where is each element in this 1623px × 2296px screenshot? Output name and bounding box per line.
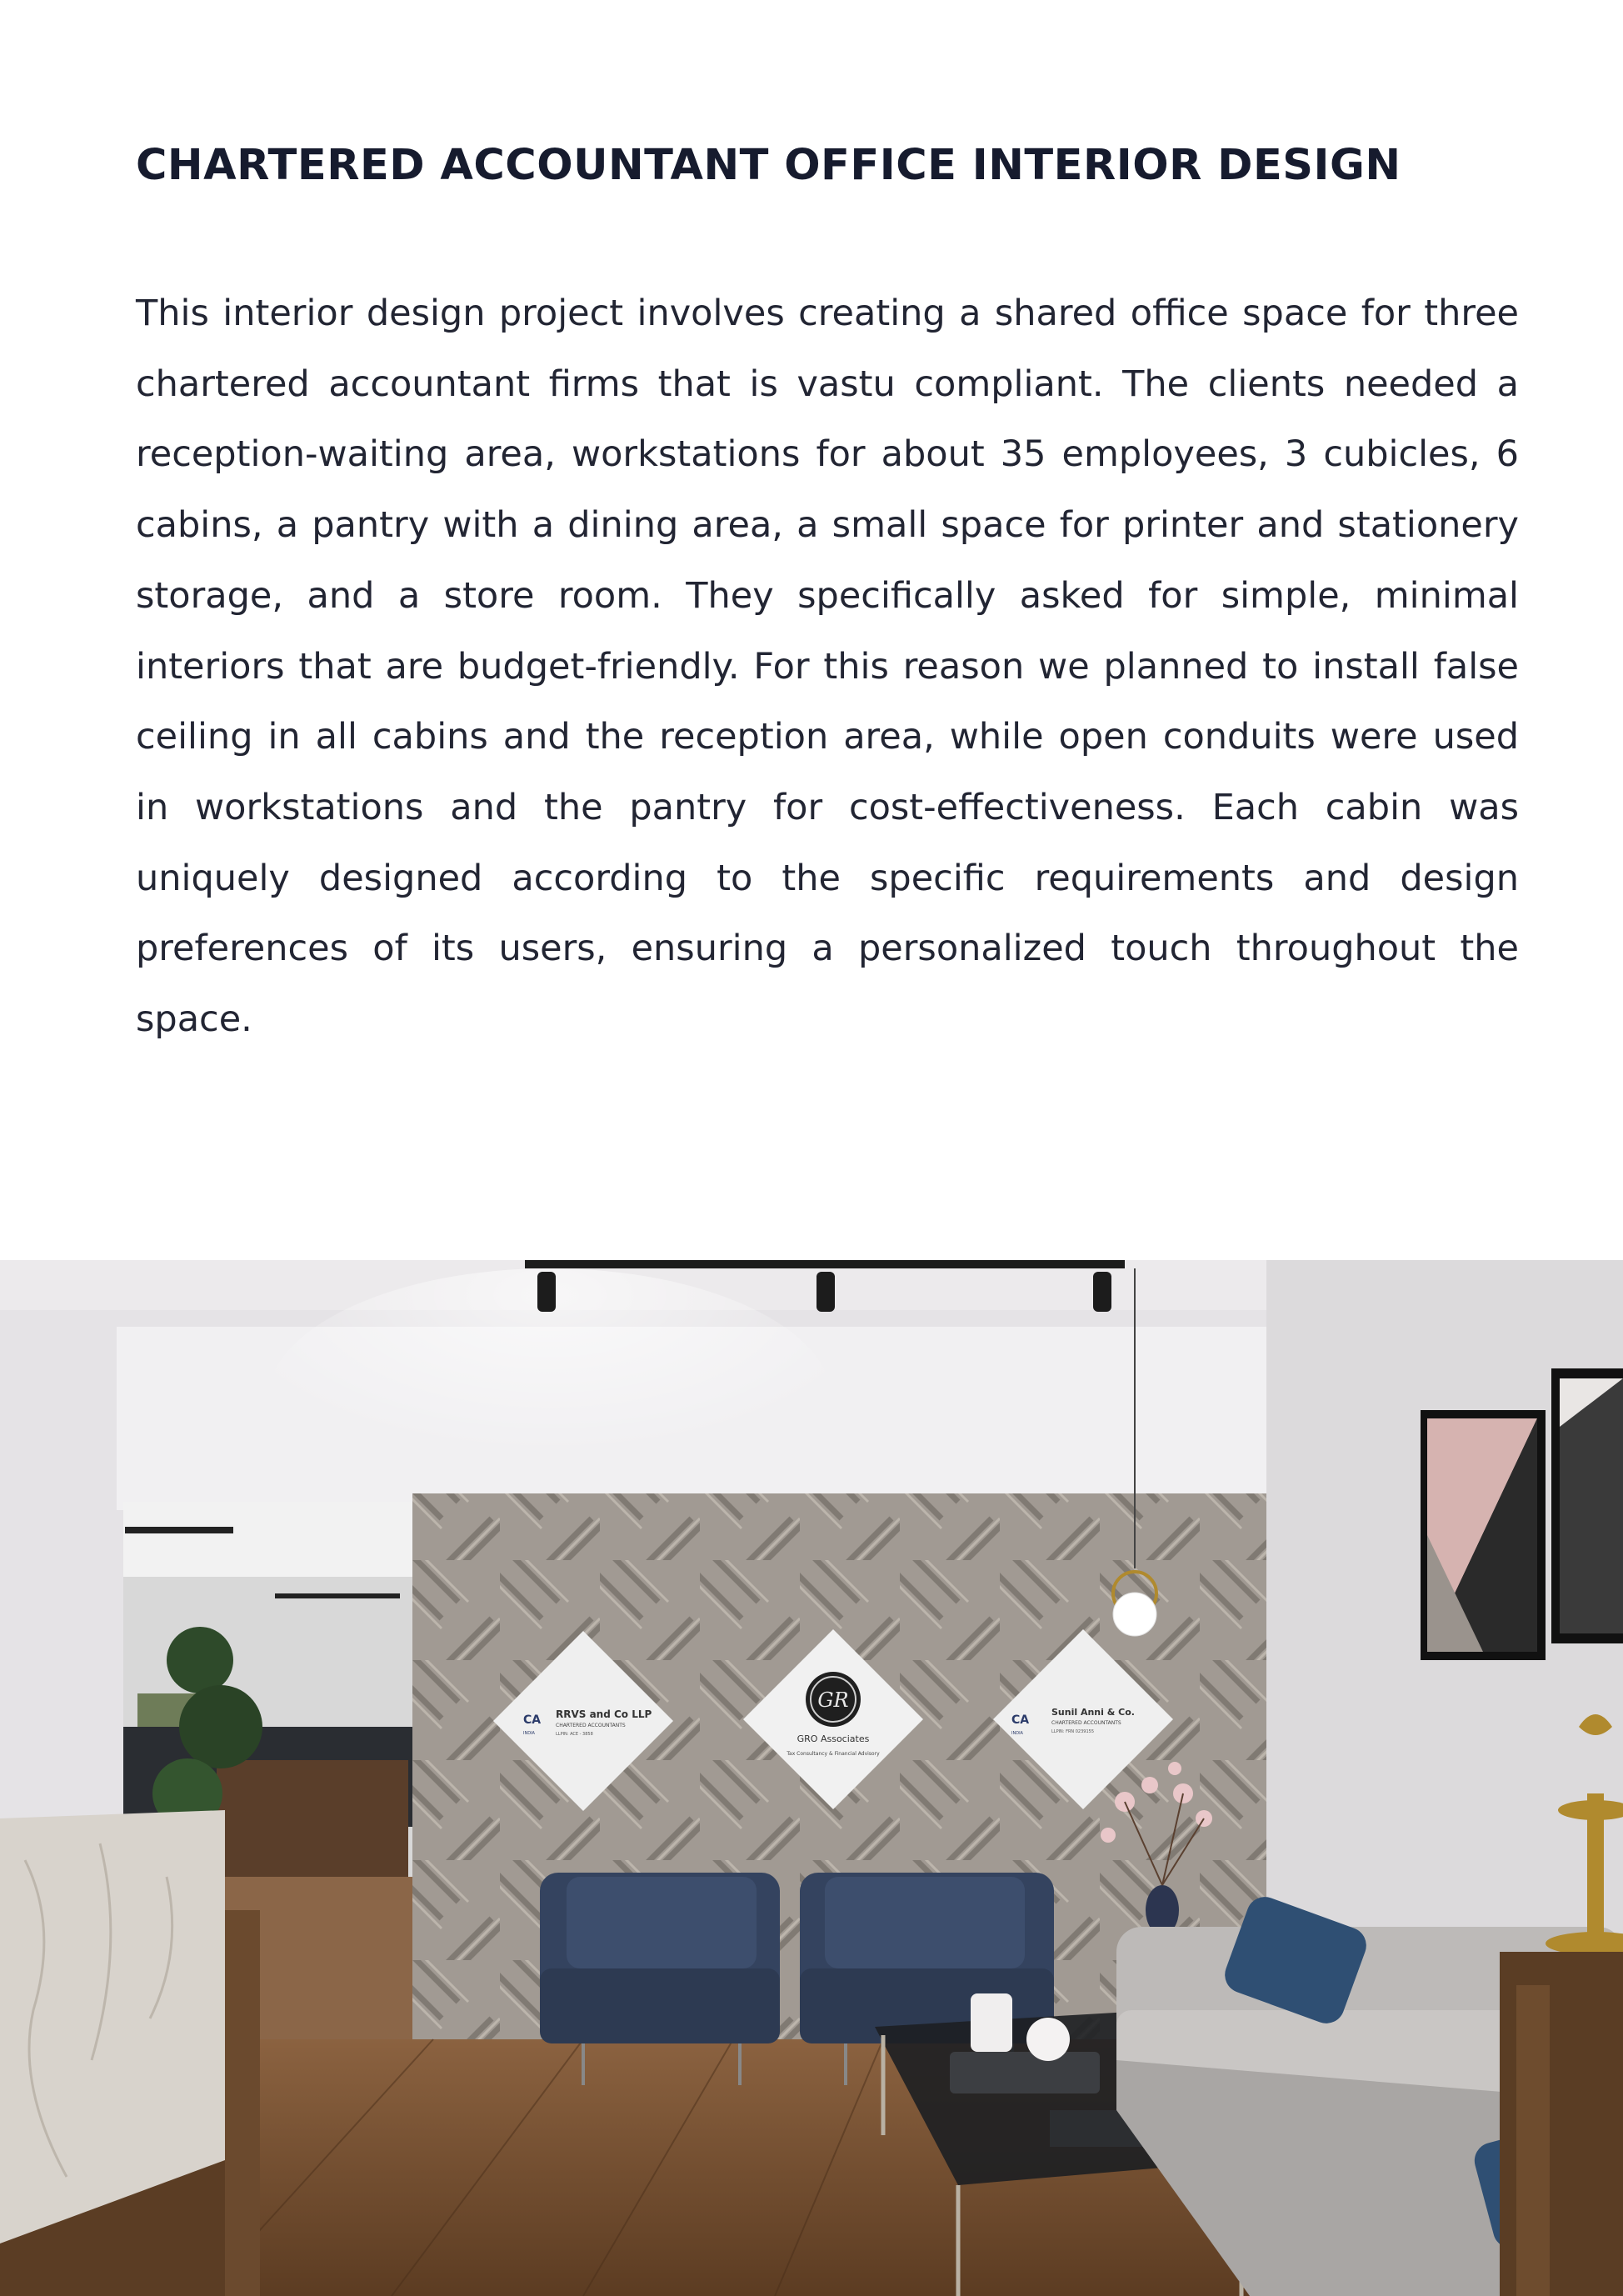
svg-text:LLPIN: ACE - 3858: LLPIN: ACE - 3858 (556, 1732, 593, 1737)
svg-text:INDIA: INDIA (1011, 1731, 1023, 1736)
pendant-lamp (1113, 1593, 1156, 1636)
svg-text:LLPIN: FRN 0239155: LLPIN: FRN 0239155 (1051, 1729, 1095, 1734)
track-light-rail (525, 1260, 1125, 1268)
svg-text:RRVS and Co LLP: RRVS and Co LLP (556, 1708, 652, 1720)
svg-text:GRO Associates: GRO Associates (797, 1733, 870, 1744)
svg-text:CA: CA (1011, 1713, 1030, 1727)
marble-reception-counter (0, 1810, 260, 2296)
svg-text:CHARTERED ACCOUNTANTS: CHARTERED ACCOUNTANTS (556, 1723, 626, 1728)
svg-text:Tax Consultancy & Financial Ad: Tax Consultancy & Financial Advisory (787, 1751, 880, 1757)
page-title: CHARTERED ACCOUNTANT OFFICE INTERIOR DESIGN (136, 141, 1401, 190)
svg-text:CA: CA (523, 1713, 542, 1727)
reception-render-image (0, 1260, 1623, 2296)
svg-text:Sunil Anni & Co.: Sunil Anni & Co. (1051, 1707, 1135, 1718)
project-description: This interior design project involves creating a shared office space for three chartered accountant firms that is vastu compliant. The clients needed a reception-waiting area, workstations for about 35 employees, 3 cubicles, 6 cabins, a pantry with a dining area, a small space for printer and stationery storage, and a store room. They specifically asked for simple, minimal interiors that are budget-friendly. For this reason we planned to install false ceiling in all cabins and the reception area, while open conduits were used in workstations and the pantry for cost-effectiveness. Each cabin was uniquely designed according to the specific requirements and design preferences of its users, ensuring a personalized touch throughout the space. (136, 293, 1519, 1041)
svg-text:INDIA: INDIA (523, 1731, 535, 1736)
svg-text:CHARTERED ACCOUNTANTS: CHARTERED ACCOUNTANTS (1051, 1720, 1121, 1726)
svg-text:GR: GR (817, 1688, 849, 1712)
